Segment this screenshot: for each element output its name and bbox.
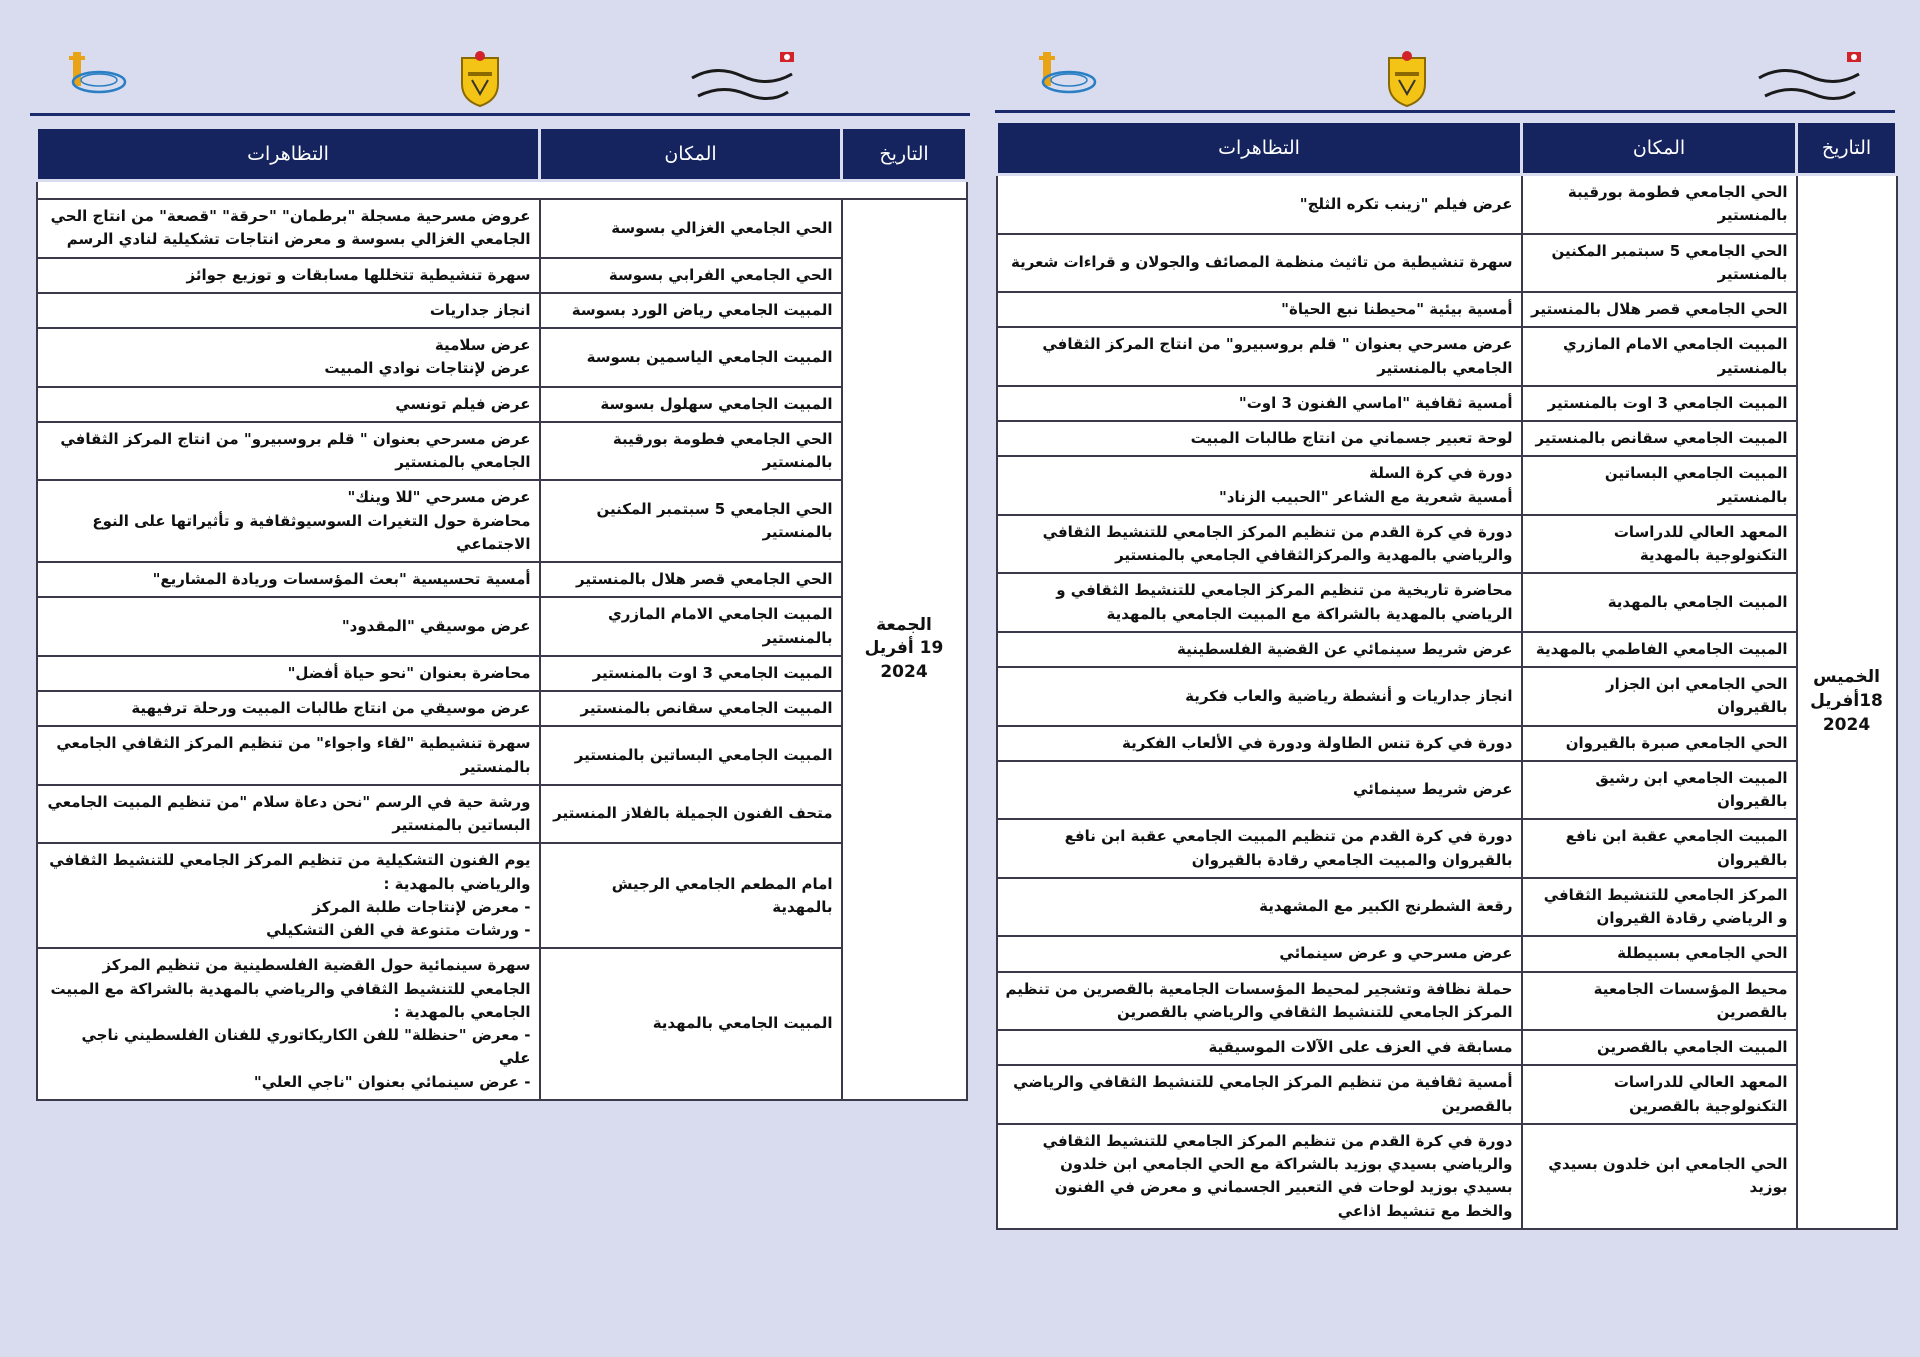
events-cell [37, 422, 540, 481]
place-cell: المبيت الجامعي بالمهدية [1522, 573, 1797, 632]
table-row [37, 422, 967, 481]
event-line: سهرة تنشيطية تتخللها مسابقات و توزيع جوائز [186, 265, 531, 284]
header-rule [30, 113, 970, 116]
table-row [997, 234, 1897, 293]
table-row [37, 656, 967, 691]
date-cell [1797, 175, 1897, 1229]
table-row [997, 573, 1897, 632]
table-row [997, 936, 1897, 971]
date-column-header: التاريخ [842, 128, 967, 181]
place-cell: محيط المؤسسات الجامعية بالقصرين [1522, 972, 1797, 1031]
event-line: عرض شريط سينمائي عن القضية الفلسطينية [1177, 639, 1513, 658]
table-row [997, 175, 1897, 234]
events-cell [37, 480, 540, 562]
events-cell [997, 667, 1522, 726]
events-column-header: التظاهرات [37, 128, 540, 181]
date-line: 2024 [880, 662, 928, 683]
event-line: محاضرة بعنوان "نحو حياة أفضل" [287, 663, 531, 682]
table-row [997, 972, 1897, 1031]
event-line: عرض موسيقي من انتاج طالبات المبيت ورحلة ترفيهية [131, 699, 531, 717]
event-line: لوحة تعبير جسماني من انتاج طالبات المبيت [1190, 429, 1513, 447]
event-line: - ورشات متنوعة في الفن التشكيلي [266, 921, 531, 939]
coat-of-arms-logo [458, 50, 502, 108]
date-line: 19 أفريل [864, 638, 944, 659]
logo-bar [995, 50, 1895, 115]
events-cell [997, 515, 1522, 574]
place-column-header: المكان [540, 128, 842, 181]
place-cell: المبيت الجامعي الياسمين بسوسة [540, 328, 842, 387]
place-cell: المبيت الجامعي البساتين بالمنستير [540, 726, 842, 785]
event-line: أمسية ثقافية من تنظيم المركز الجامعي للتنشيط الثقافي والرياضي بالقصرين [1013, 1073, 1513, 1115]
event-line: دورة في كرة القدم من تنظيم المركز الجامعي للتنشيط الثقافي والرياضي بسيدي بوزيد بالشراكة مع الحي الجامعي ابن خلدون بسيدي بوزيد لوحات في التعبير الجسماني و معرض في الفنون والخط مع تنشيط اذاعي [1042, 1131, 1513, 1220]
event-line: عروض مسرحية مسجلة "برطمان" "حرقة" "قصعة" من انتاج الحي الجامعي الغزالي بسوسة و معرض انتاجات تشكيلية لنادي الرسم [50, 207, 531, 249]
table-row [997, 726, 1897, 761]
event-line: عرض لإنتاجات نوادي المبيت [324, 359, 531, 378]
right-page [995, 0, 1895, 1357]
event-line: أمسية تحسيسية "بعث المؤسسات وريادة المشاريع" [152, 570, 531, 588]
ministry-logo [686, 50, 798, 108]
table-row [997, 456, 1897, 515]
place-cell: امام المطعم الجامعي الرجيش بالمهدية [540, 843, 842, 948]
events-cell [997, 761, 1522, 820]
table-row [37, 258, 967, 293]
events-cell [997, 1065, 1522, 1124]
table-row [997, 292, 1897, 327]
event-line: عرض موسيقي "المقدود" [341, 616, 531, 635]
events-cell [997, 421, 1522, 456]
left-page [30, 0, 970, 1357]
place-cell: المبيت الجامعي سقانص بالمنستير [540, 691, 842, 726]
place-cell: متحف الفنون الجميلة بالفلاز المنستير [540, 785, 842, 844]
event-line: عرض فيلم تونسي [395, 394, 531, 413]
table-row [37, 691, 967, 726]
place-cell: المبيت الجامعي الامام المازري بالمنستير [540, 597, 842, 656]
event-line: سهرة تنشيطية "لقاء واجواء" من تنظيم المركز الثقافي الجامعي بالمنستير [56, 734, 531, 776]
place-cell: المركز الجامعي للتنشيط الثقافي و الرياضي رقادة القيروان [1522, 878, 1797, 937]
place-cell: الحي الجامعي 5 سبتمبر المكنين بالمنستير [1522, 234, 1797, 293]
place-cell: الحي الجامعي ابن الجزار بالقيروان [1522, 667, 1797, 726]
place-cell: المبيت الجامعي الفاطمي بالمهدية [1522, 632, 1797, 667]
events-cell [997, 327, 1522, 386]
events-column-header: التظاهرات [997, 122, 1522, 175]
event-line: محاضرة حول التغيرات السوسيوثقافية و تأثيراتها على النوع الاجتماعي [92, 511, 531, 553]
spacer-row [37, 181, 967, 200]
place-cell: المبيت الجامعي 3 اوت بالمنستير [540, 656, 842, 691]
table-row [37, 328, 967, 387]
events-cell [997, 1030, 1522, 1065]
events-cell [37, 691, 540, 726]
date-line: الجمعة [876, 614, 932, 635]
event-line: سهرة تنشيطية من تاثيث منظمة المصائف والجولان و قراءات شعرية [1011, 253, 1513, 272]
table-row [37, 843, 967, 948]
thursday-schedule-table [995, 120, 1898, 1230]
table-row [37, 293, 967, 328]
events-cell [37, 726, 540, 785]
table-row [997, 1065, 1897, 1124]
events-cell [37, 387, 540, 422]
event-line: عرض مسرحي بعنوان " قلم بروسبيرو" من انتاج المركز الثقافي الجامعي بالمنستير [60, 429, 531, 471]
event-line: دورة في كرة تنس الطاولة ودورة في الألعاب الفكرية [1121, 733, 1513, 752]
ofouc-logo [65, 50, 135, 108]
table-row [997, 327, 1897, 386]
event-line: عرض مسرحي بعنوان " قلم بروسبيرو" من انتاج المركز الثقافي الجامعي بالمنستير [1042, 335, 1513, 377]
place-cell: المبيت الجامعي بالقصرين [1522, 1030, 1797, 1065]
table-row [37, 785, 967, 844]
table-header-row [997, 122, 1897, 175]
event-line: دورة في كرة القدم من تنظيم المركز الجامعي للتنشيط الثقافي والرياضي بالمهدية والمركزالثقافي الجامعي بالمنستير [1042, 522, 1513, 564]
place-cell: المبيت الجامعي سهلول بسوسة [540, 387, 842, 422]
date-line: 18أفريل [1810, 690, 1883, 711]
event-line: عرض فيلم "زينب تكره الثلج" [1299, 194, 1513, 213]
table-row [37, 387, 967, 422]
events-cell [997, 175, 1522, 234]
place-cell: المبيت الجامعي رياض الورد بسوسة [540, 293, 842, 328]
event-line: عرض مسرحي "للا وينك" [347, 488, 531, 507]
table-row [997, 761, 1897, 820]
event-line: محاضرة تاريخية من تنظيم المركز الجامعي للتنشيط الثقافي و الرياضي بالمهدية بالشراكة مع المبيت الجامعي بالمهدية [1056, 581, 1513, 623]
events-cell [997, 456, 1522, 515]
events-cell [997, 936, 1522, 971]
event-line: يوم الفنون التشكيلية من تنظيم المركز الجامعي للتنشيط الثقافي والرياضي بالمهدية : [49, 851, 531, 893]
event-line: انجاز جداريات و أنشطة رياضية والعاب فكرية [1185, 686, 1513, 705]
event-line: - معرض "حنظلة" للفن الكاريكاتوري للفنان الفلسطيني ناجي علي [81, 1026, 531, 1068]
place-cell: الحي الجامعي الفرابي بسوسة [540, 258, 842, 293]
place-cell: المبيت الجامعي عقبة ابن نافع بالقيروان [1522, 819, 1797, 878]
event-line: ورشة حية في الرسم "نحن دعاة سلام "من تنظيم المبيت الجامعي البساتين بالمنستير [47, 792, 531, 834]
events-cell [37, 199, 540, 258]
events-cell [37, 843, 540, 948]
table-row [997, 421, 1897, 456]
date-cell [842, 199, 967, 1100]
events-cell [997, 819, 1522, 878]
date-column-header: التاريخ [1797, 122, 1897, 175]
table-row [997, 386, 1897, 421]
place-cell: المعهد العالي للدراسات التكنولوجية بالقصرين [1522, 1065, 1797, 1124]
date-line: 2024 [1822, 714, 1871, 735]
place-cell: المبيت الجامعي بالمهدية [540, 948, 842, 1100]
event-line: مسابقة في العزف على الآلات الموسيقية [1208, 1038, 1513, 1056]
event-line: انجاز جداريات [429, 300, 531, 319]
ministry-logo [1753, 50, 1865, 108]
event-line: أمسية بيئية "محيطنا نبع الحياة" [1281, 300, 1513, 318]
table-row [997, 1030, 1897, 1065]
place-cell: المبيت الجامعي 3 اوت بالمنستير [1522, 386, 1797, 421]
table-row [37, 562, 967, 597]
event-line: عرض سلامية [434, 336, 531, 354]
place-cell: الحي الجامعي ابن خلدون بسيدي بوزيد [1522, 1124, 1797, 1229]
header-rule [995, 110, 1895, 113]
ofouc-logo [1035, 50, 1105, 108]
place-cell: المبيت الجامعي الامام المازري بالمنستير [1522, 327, 1797, 386]
events-cell [37, 656, 540, 691]
table-header-row [37, 128, 967, 181]
events-cell [997, 386, 1522, 421]
events-cell [37, 258, 540, 293]
event-line: سهرة سينمائية حول القضية الفلسطينية من تنظيم المركز الجامعي للتنشيط الثقافي والرياضي بالمهدية بالشراكة مع المبيت الجامعي بالمهدية : [50, 956, 531, 1021]
events-cell [37, 785, 540, 844]
table-row [37, 480, 967, 562]
place-cell: الحي الجامعي قصر هلال بالمنستير [1522, 292, 1797, 327]
logo-bar [30, 50, 970, 115]
event-line: أمسية ثقافية "اماسي الفنون 3 اوت" [1238, 393, 1513, 412]
events-cell [37, 562, 540, 597]
friday-schedule-table [35, 126, 968, 1101]
table-row [997, 667, 1897, 726]
events-cell [997, 292, 1522, 327]
place-cell: الحي الجامعي 5 سبتمبر المكنين بالمنستير [540, 480, 842, 562]
place-cell: المبيت الجامعي البساتين بالمنستير [1522, 456, 1797, 515]
place-cell: الحي الجامعي قصر هلال بالمنستير [540, 562, 842, 597]
events-cell [997, 632, 1522, 667]
place-cell: الحي الجامعي فطومة بورقيبة بالمنستير [540, 422, 842, 481]
place-cell: المبيت الجامعي ابن رشيق بالقيروان [1522, 761, 1797, 820]
table-row [997, 819, 1897, 878]
place-cell: الحي الجامعي الغزالي بسوسة [540, 199, 842, 258]
table-row [997, 878, 1897, 937]
table-row [37, 948, 967, 1100]
event-line: عرض مسرحي و عرض سينمائي [1279, 944, 1513, 963]
event-line: رقعة الشطرنج الكبير مع المشهدية [1259, 897, 1513, 916]
event-line: - عرض سينمائي بعنوان "ناجي العلي" [253, 1072, 531, 1091]
event-line: - معرض لإنتاجات طلبة المركز [312, 897, 531, 916]
events-cell [997, 972, 1522, 1031]
event-line: دورة في كرة السلة [1369, 464, 1513, 483]
events-cell [997, 878, 1522, 937]
events-cell [37, 948, 540, 1100]
events-cell [37, 328, 540, 387]
events-cell [997, 234, 1522, 293]
table-row [997, 515, 1897, 574]
events-cell [997, 726, 1522, 761]
table-row [997, 1124, 1897, 1229]
event-line: دورة في كرة القدم من تنظيم المبيت الجامعي عقبة ابن نافع بالقيروان والمبيت الجامعي رقادة بالقيروان [1064, 827, 1513, 869]
events-cell [997, 1124, 1522, 1229]
place-cell: الحي الجامعي صبرة بالقيروان [1522, 726, 1797, 761]
place-cell: الحي الجامعي بسبيطلة [1522, 936, 1797, 971]
coat-of-arms-logo [1385, 50, 1429, 108]
table-row [37, 199, 967, 258]
place-cell: المبيت الجامعي سقانص بالمنستير [1522, 421, 1797, 456]
event-line: عرض شريط سينمائي [1353, 780, 1513, 799]
table-row [37, 726, 967, 785]
events-cell [37, 293, 540, 328]
place-cell: الحي الجامعي فطومة بورقيبة بالمنستير [1522, 175, 1797, 234]
event-line: أمسية شعرية مع الشاعر "الحبيب الزناد" [1219, 487, 1513, 506]
table-row [37, 597, 967, 656]
date-line: الخميس [1813, 667, 1880, 688]
place-column-header: المكان [1522, 122, 1797, 175]
event-line: حملة نظافة وتشجير لمحيط المؤسسات الجامعية بالقصرين من تنظيم المركز الجامعي للتنشيط الثقافي والرياضي بالقصرين [1005, 979, 1513, 1021]
place-cell: المعهد العالي للدراسات التكنولوجية بالمهدية [1522, 515, 1797, 574]
events-cell [997, 573, 1522, 632]
table-row [997, 632, 1897, 667]
events-cell [37, 597, 540, 656]
